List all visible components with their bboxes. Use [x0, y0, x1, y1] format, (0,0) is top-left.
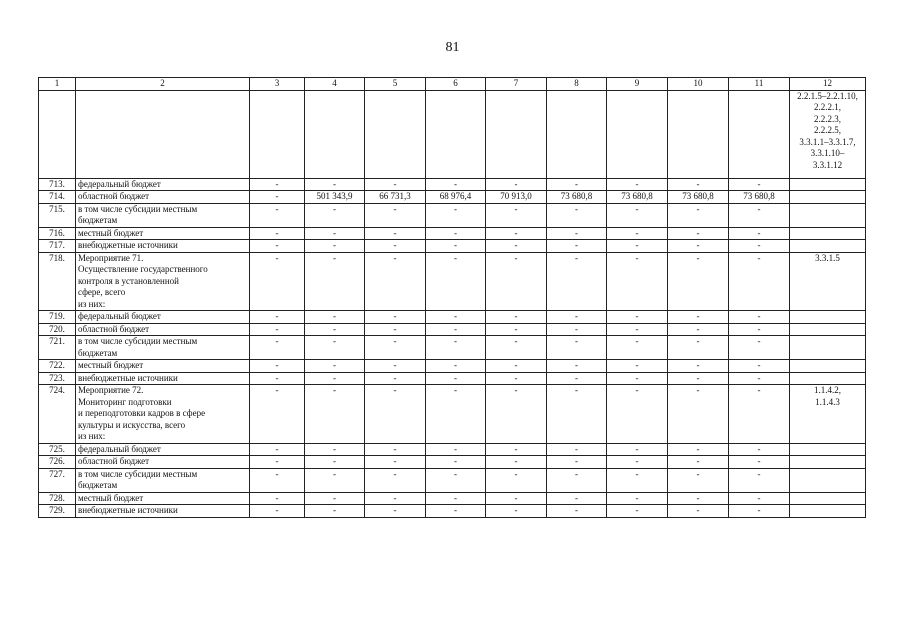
header-cell: 4	[305, 78, 365, 91]
row-number-cell: 727.	[39, 468, 76, 492]
value-cell: -	[607, 252, 668, 311]
value-cell	[547, 90, 607, 178]
value-cell: -	[250, 178, 305, 191]
reference-cell	[790, 492, 866, 505]
header-cell: 12	[790, 78, 866, 91]
value-cell: -	[668, 360, 729, 373]
row-number-cell: 721.	[39, 336, 76, 360]
header-cell: 11	[729, 78, 790, 91]
value-cell: -	[305, 240, 365, 253]
row-name-line: в том числе субсидии местным	[78, 203, 198, 214]
row-name-cell	[76, 443, 250, 456]
value-cell: -	[365, 178, 426, 191]
value-cell: -	[250, 456, 305, 469]
value-cell: -	[607, 360, 668, 373]
value-cell: -	[607, 178, 668, 191]
value-cell: -	[547, 311, 607, 324]
table-row	[39, 240, 866, 253]
value-cell: -	[729, 203, 790, 227]
value-cell: -	[729, 492, 790, 505]
value-cell: -	[486, 468, 547, 492]
value-cell: -	[305, 456, 365, 469]
value-cell: -	[729, 385, 790, 444]
value-cell: -	[729, 372, 790, 385]
row-name-line: внебюджетные источники	[78, 505, 178, 515]
reference-line: 3.3.1.10–	[810, 148, 845, 158]
value-cell: -	[607, 336, 668, 360]
header-cell: 9	[607, 78, 668, 91]
header-cell: 10	[668, 78, 729, 91]
reference-line: 1.1.4.3	[815, 396, 840, 407]
table-row	[39, 323, 866, 336]
reference-line: 3.3.1.5	[815, 252, 840, 263]
value-cell: 73 680,8	[607, 191, 668, 204]
value-cell: -	[250, 191, 305, 204]
value-cell: -	[668, 385, 729, 444]
value-cell: -	[426, 443, 486, 456]
value-cell: -	[729, 323, 790, 336]
value-cell: -	[668, 203, 729, 227]
table-row	[39, 443, 866, 456]
reference-cell	[790, 252, 866, 311]
value-cell: 501 343,9	[305, 191, 365, 204]
value-cell: -	[668, 227, 729, 240]
value-cell: -	[486, 456, 547, 469]
row-name-line: местный бюджет	[78, 492, 144, 503]
value-cell: -	[486, 323, 547, 336]
value-cell: -	[250, 336, 305, 360]
row-number-cell: 718.	[39, 252, 76, 311]
value-cell: -	[668, 240, 729, 253]
value-cell: -	[486, 178, 547, 191]
row-name-line: местный бюджет	[78, 360, 144, 370]
value-cell: -	[426, 505, 486, 518]
value-cell: -	[729, 505, 790, 518]
value-cell: -	[365, 252, 426, 311]
value-cell: -	[426, 203, 486, 227]
table-row	[39, 468, 866, 492]
reference-line: 1.1.4.2,	[814, 385, 841, 395]
value-cell: -	[547, 252, 607, 311]
row-name-line: внебюджетные источники	[78, 372, 178, 383]
row-name-cell	[76, 372, 250, 385]
reference-cell	[790, 178, 866, 191]
value-cell: 73 680,8	[547, 191, 607, 204]
reference-cell	[790, 323, 866, 336]
row-name-line: федеральный бюджет	[78, 311, 161, 321]
value-cell: -	[305, 336, 365, 360]
value-cell: -	[365, 492, 426, 505]
value-cell: -	[668, 252, 729, 311]
reference-line: 3.3.1.12	[812, 159, 843, 170]
row-number-cell: 723.	[39, 372, 76, 385]
row-name-line: областной бюджет	[78, 323, 150, 334]
table-row	[39, 360, 866, 373]
value-cell: -	[547, 372, 607, 385]
header-cell: 7	[486, 78, 547, 91]
value-cell: -	[426, 456, 486, 469]
value-cell: -	[305, 360, 365, 373]
value-cell: -	[729, 360, 790, 373]
row-name-cell	[76, 468, 250, 492]
value-cell: -	[426, 492, 486, 505]
value-cell: -	[365, 203, 426, 227]
value-cell: -	[305, 311, 365, 324]
value-cell: -	[305, 443, 365, 456]
value-cell: -	[365, 336, 426, 360]
value-cell: 73 680,8	[668, 191, 729, 204]
row-name-line: и переподготовки кадров в сфере	[78, 408, 206, 418]
value-cell: -	[365, 311, 426, 324]
value-cell: -	[426, 227, 486, 240]
value-cell: -	[305, 178, 365, 191]
value-cell	[426, 90, 486, 178]
reference-cell	[790, 385, 866, 444]
value-cell: -	[250, 443, 305, 456]
value-cell: 73 680,8	[729, 191, 790, 204]
value-cell: -	[486, 252, 547, 311]
value-cell: 66 731,3	[365, 191, 426, 204]
value-cell: -	[729, 456, 790, 469]
value-cell: -	[729, 227, 790, 240]
table-row	[39, 336, 866, 360]
table-row	[39, 191, 866, 204]
value-cell: -	[250, 492, 305, 505]
value-cell: -	[607, 311, 668, 324]
value-cell: -	[365, 323, 426, 336]
value-cell: -	[365, 468, 426, 492]
row-number-cell	[39, 90, 76, 178]
value-cell: -	[486, 372, 547, 385]
reference-cell	[790, 90, 866, 178]
row-name-cell	[76, 323, 250, 336]
page-number: 81	[445, 40, 460, 55]
value-cell: -	[607, 456, 668, 469]
value-cell: -	[365, 443, 426, 456]
value-cell: -	[426, 311, 486, 324]
header-cell: 5	[365, 78, 426, 91]
value-cell: -	[426, 240, 486, 253]
value-cell: -	[607, 240, 668, 253]
value-cell: -	[426, 468, 486, 492]
value-cell: -	[729, 252, 790, 311]
reference-line: 2.2.1.5–2.2.1.10,	[797, 90, 858, 101]
reference-cell	[790, 191, 866, 204]
value-cell: -	[607, 323, 668, 336]
row-name-line: Мониторинг подготовки	[78, 396, 172, 407]
reference-cell	[790, 336, 866, 360]
value-cell: -	[250, 372, 305, 385]
row-name-line: областной бюджет	[78, 456, 150, 466]
value-cell: -	[668, 492, 729, 505]
row-name-line: культуры и искусства, всего	[78, 419, 186, 430]
row-number-cell: 716.	[39, 227, 76, 240]
value-cell: -	[607, 385, 668, 444]
row-number-cell: 728.	[39, 492, 76, 505]
value-cell	[668, 90, 729, 178]
value-cell: -	[547, 203, 607, 227]
value-cell: -	[365, 360, 426, 373]
value-cell: -	[547, 360, 607, 373]
value-cell: -	[486, 505, 547, 518]
value-cell: -	[426, 372, 486, 385]
value-cell: -	[250, 227, 305, 240]
value-cell: -	[365, 227, 426, 240]
row-name-line: федеральный бюджет	[78, 178, 161, 189]
reference-cell	[790, 443, 866, 456]
value-cell: -	[250, 311, 305, 324]
value-cell	[365, 90, 426, 178]
value-cell: -	[305, 227, 365, 240]
value-cell: -	[250, 203, 305, 227]
value-cell: -	[607, 203, 668, 227]
value-cell: -	[365, 456, 426, 469]
budget-table	[38, 77, 866, 518]
value-cell: -	[729, 336, 790, 360]
row-name-cell	[76, 311, 250, 324]
value-cell: -	[426, 360, 486, 373]
value-cell: -	[668, 336, 729, 360]
value-cell: -	[729, 443, 790, 456]
value-cell	[305, 90, 365, 178]
row-number-cell: 719.	[39, 311, 76, 324]
row-name-line: бюджетам	[78, 215, 118, 225]
row-name-cell	[76, 385, 250, 444]
reference-cell	[790, 468, 866, 492]
row-number-cell: 713.	[39, 178, 76, 191]
table-row	[39, 492, 866, 505]
value-cell: -	[426, 385, 486, 444]
reference-cell	[790, 505, 866, 518]
value-cell: -	[547, 385, 607, 444]
value-cell: -	[486, 336, 547, 360]
table-row	[39, 90, 866, 178]
row-name-cell	[76, 360, 250, 373]
value-cell: 68 976,4	[426, 191, 486, 204]
value-cell: -	[668, 505, 729, 518]
value-cell: -	[729, 240, 790, 253]
value-cell: -	[250, 240, 305, 253]
value-cell: -	[426, 323, 486, 336]
value-cell	[607, 90, 668, 178]
table-row	[39, 178, 866, 191]
row-name-line: внебюджетные источники	[78, 240, 178, 250]
table-row	[39, 456, 866, 469]
value-cell: -	[607, 468, 668, 492]
row-name-cell	[76, 252, 250, 311]
row-number-cell: 722.	[39, 360, 76, 373]
value-cell: -	[547, 468, 607, 492]
value-cell: -	[547, 336, 607, 360]
value-cell: -	[305, 468, 365, 492]
table-row	[39, 385, 866, 444]
header-cell: 2	[76, 78, 250, 91]
value-cell: -	[305, 492, 365, 505]
row-name-cell	[76, 90, 250, 178]
value-cell: -	[305, 323, 365, 336]
row-name-cell	[76, 240, 250, 253]
value-cell: -	[365, 505, 426, 518]
reference-line: 2.2.2.1,	[814, 102, 841, 112]
reference-cell	[790, 456, 866, 469]
row-number-cell: 715.	[39, 203, 76, 227]
reference-cell	[790, 203, 866, 227]
value-cell: -	[547, 492, 607, 505]
value-cell: -	[668, 443, 729, 456]
value-cell: -	[547, 505, 607, 518]
value-cell: -	[305, 505, 365, 518]
value-cell: 70 913,0	[486, 191, 547, 204]
row-name-cell	[76, 456, 250, 469]
value-cell: -	[547, 456, 607, 469]
table-header-row	[39, 78, 866, 91]
value-cell: -	[729, 468, 790, 492]
value-cell: -	[426, 178, 486, 191]
value-cell: -	[607, 372, 668, 385]
table-row	[39, 372, 866, 385]
row-name-line: бюджетам	[78, 480, 118, 490]
value-cell: -	[486, 443, 547, 456]
value-cell: -	[305, 372, 365, 385]
row-name-line: сфере, всего	[78, 287, 126, 297]
value-cell	[729, 90, 790, 178]
reference-cell	[790, 240, 866, 253]
value-cell	[250, 90, 305, 178]
value-cell: -	[486, 311, 547, 324]
row-number-cell: 725.	[39, 443, 76, 456]
table-row	[39, 252, 866, 311]
value-cell: -	[668, 456, 729, 469]
value-cell: -	[486, 203, 547, 227]
table-row	[39, 203, 866, 227]
value-cell: -	[250, 323, 305, 336]
row-name-cell	[76, 227, 250, 240]
value-cell: -	[305, 203, 365, 227]
row-name-line: из них:	[78, 298, 106, 309]
value-cell: -	[607, 227, 668, 240]
row-name-line: из них:	[78, 431, 106, 441]
value-cell: -	[365, 385, 426, 444]
value-cell: -	[668, 323, 729, 336]
value-cell: -	[250, 505, 305, 518]
value-cell: -	[607, 505, 668, 518]
value-cell: -	[486, 492, 547, 505]
reference-cell	[790, 227, 866, 240]
table-row	[39, 227, 866, 240]
value-cell: -	[365, 372, 426, 385]
row-name-cell	[76, 203, 250, 227]
header-cell: 3	[250, 78, 305, 91]
header-cell: 6	[426, 78, 486, 91]
value-cell: -	[486, 385, 547, 444]
row-number-cell: 724.	[39, 385, 76, 444]
row-name-line: контроля в установленной	[78, 275, 179, 286]
value-cell: -	[668, 468, 729, 492]
row-name-cell	[76, 336, 250, 360]
value-cell: -	[365, 240, 426, 253]
value-cell: -	[668, 311, 729, 324]
row-name-line: местный бюджет	[78, 227, 144, 238]
row-name-cell	[76, 505, 250, 518]
reference-line: 2.2.2.3,	[814, 113, 841, 124]
row-name-cell	[76, 191, 250, 204]
value-cell: -	[250, 252, 305, 311]
reference-cell	[790, 360, 866, 373]
value-cell: -	[547, 323, 607, 336]
row-name-cell	[76, 492, 250, 505]
row-number-cell: 729.	[39, 505, 76, 518]
value-cell: -	[547, 178, 607, 191]
table-row	[39, 311, 866, 324]
value-cell	[486, 90, 547, 178]
value-cell: -	[668, 372, 729, 385]
value-cell: -	[607, 492, 668, 505]
value-cell: -	[547, 240, 607, 253]
reference-line: 2.2.2.5,	[814, 125, 841, 135]
value-cell: -	[426, 336, 486, 360]
value-cell: -	[486, 227, 547, 240]
value-cell: -	[426, 252, 486, 311]
value-cell: -	[250, 360, 305, 373]
value-cell: -	[250, 468, 305, 492]
row-name-line: областной бюджет	[78, 191, 150, 201]
header-cell: 8	[547, 78, 607, 91]
value-cell: -	[547, 227, 607, 240]
row-name-line: федеральный бюджет	[78, 443, 161, 454]
value-cell: -	[729, 178, 790, 191]
row-number-cell: 726.	[39, 456, 76, 469]
table-row	[39, 505, 866, 518]
value-cell: -	[547, 443, 607, 456]
value-cell: -	[486, 360, 547, 373]
row-name-line: Осуществление государственного	[78, 264, 208, 274]
row-name-line: Мероприятие 72.	[78, 385, 144, 395]
row-name-cell	[76, 178, 250, 191]
header-cell: 1	[39, 78, 76, 91]
row-name-line: Мероприятие 71.	[78, 252, 144, 263]
row-number-cell: 717.	[39, 240, 76, 253]
value-cell: -	[607, 443, 668, 456]
value-cell: -	[305, 252, 365, 311]
value-cell: -	[305, 385, 365, 444]
value-cell: -	[486, 240, 547, 253]
reference-cell	[790, 311, 866, 324]
row-number-cell: 720.	[39, 323, 76, 336]
value-cell: -	[729, 311, 790, 324]
value-cell: -	[250, 385, 305, 444]
value-cell: -	[668, 178, 729, 191]
row-name-line: в том числе субсидии местным	[78, 336, 198, 346]
row-name-line: бюджетам	[78, 347, 118, 358]
reference-line: 3.3.1.1–3.3.1.7,	[799, 136, 856, 147]
row-number-cell: 714.	[39, 191, 76, 204]
row-name-line: в том числе субсидии местным	[78, 468, 198, 479]
reference-cell	[790, 372, 866, 385]
